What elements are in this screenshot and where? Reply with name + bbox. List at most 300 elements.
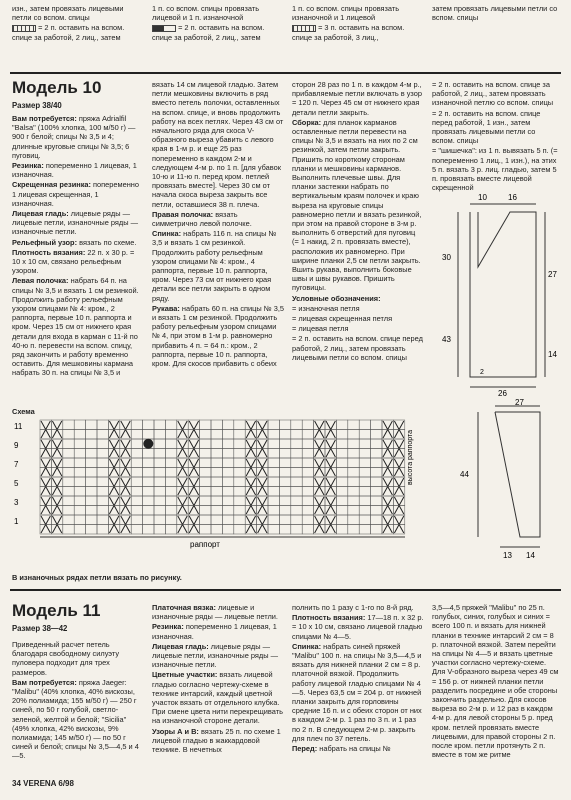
scheme-cell: [211, 468, 222, 478]
scheme-cell: [211, 506, 222, 516]
scheme-cell: [154, 515, 165, 525]
scheme-cell: [131, 468, 142, 478]
scheme-cell: [131, 525, 142, 535]
scheme-cell: [63, 439, 74, 449]
paragraph-text: попеременно 1 лицевая скрещенная, 1 изнаночная.: [12, 180, 139, 208]
scheme-cell: [371, 430, 382, 440]
scheme-cell: [268, 430, 279, 440]
scheme-cell: [97, 487, 108, 497]
m11-col-2: [152, 603, 284, 778]
scheme-cell: [86, 496, 97, 506]
paragraph: [152, 727, 284, 755]
scheme-cell: [291, 525, 302, 535]
paragraph: [152, 229, 284, 303]
scheme-cell: [359, 449, 370, 459]
model-11-title: Модель 11: [12, 601, 101, 620]
paragraph: [12, 678, 142, 761]
scheme-cell: [131, 487, 142, 497]
scheme-cell: [97, 496, 108, 506]
scheme-cell: [348, 458, 359, 468]
scheme-cell: [86, 515, 97, 525]
paragraph: [292, 80, 424, 117]
scheme-cell: [302, 515, 313, 525]
scheme-cell: [291, 458, 302, 468]
paragraph-text: 3,5—4,5 пряжей "Malibu" по 25 п. голубых, синих, голубых и синих = всего 100 п. и вязать для нижней планки в технике интарсий 2 см = 8 р. платочной вязкой. Затем перейти на спицы № 4—5 и вязать цветные участки согласно чертежу-схеме. Для V-образного выреза через 49 см = 156 р. от нижней планки петли разделить посредине и обе стороны закончить раздельно. Для скосов выреза во 2-м р. и 12 раз в каждом 4-м р. для левой стороны 5 р. пред кром. петлей провязать вместе лицевыми, для правой стороны 2 п. после кром. петли протянуть 2 п. вместе в том же ритме: [432, 603, 559, 760]
paragraph-heading: Скрещенная резинка:: [12, 180, 91, 190]
dim-top-2: 16: [508, 193, 517, 202]
scheme-cell: [222, 515, 233, 525]
scheme-cell: [165, 420, 176, 430]
scheme-cell: [291, 430, 302, 440]
scheme-cell: [302, 506, 313, 516]
paragraph-heading: Правая полочка:: [152, 209, 214, 219]
scheme-cell: [154, 430, 165, 440]
scheme-cell: [371, 449, 382, 459]
scheme-cell: [74, 496, 85, 506]
paragraph-text: = 2 п. оставить на вспом. спице за работой, 2 лиц., затем провязать изнаночной петлю со вспом. спицы: [432, 80, 554, 108]
scheme-cell: [222, 439, 233, 449]
paragraph-heading: Резинка:: [152, 622, 184, 632]
scheme-cell: [234, 430, 245, 440]
paragraph-heading: Перед:: [292, 744, 318, 754]
dim-small: 2: [480, 369, 484, 376]
scheme-cell: [154, 496, 165, 506]
height-label: высота раппорта: [407, 429, 414, 485]
scheme-cell: [279, 496, 290, 506]
scheme-cell: [302, 439, 313, 449]
scheme-row-number: 3: [14, 498, 19, 507]
scheme-cell: [211, 430, 222, 440]
scheme-cell: [222, 487, 233, 497]
m11-col-1: [12, 640, 142, 778]
scheme-cell: [222, 525, 233, 535]
scheme-cell: [165, 515, 176, 525]
scheme-cell: [143, 515, 154, 525]
scheme-cell: [348, 430, 359, 440]
scheme-cell: [200, 477, 211, 487]
paragraph-heading: Сборка:: [292, 117, 322, 127]
scheme-cell: [371, 468, 382, 478]
top-col-1: изн., затем провязать лицевыми петли со вспом. спицы = 2 п. оставить на вспом. спице за работой, 2 лиц., затем: [12, 4, 125, 42]
scheme-cell: [154, 525, 165, 535]
paragraph-text: набрать на спицы №: [317, 744, 391, 754]
scheme-cell: [74, 515, 85, 525]
scheme-cell: [154, 439, 165, 449]
scheme-cell: [336, 420, 347, 430]
scheme-cell: [222, 468, 233, 478]
paragraph: [152, 670, 284, 725]
paragraph: [152, 304, 284, 368]
scheme-cell: [234, 525, 245, 535]
scheme-cell: [200, 430, 211, 440]
m10-col-1: [12, 114, 142, 396]
scheme-cell: [200, 487, 211, 497]
scheme-cell: [154, 468, 165, 478]
scheme-cell: [86, 525, 97, 535]
paragraph-text: 22 п. x 30 р. = 10 x 10 см, связано рельефным узором.: [12, 247, 135, 276]
scheme-cell: [371, 496, 382, 506]
scheme-cell: [165, 468, 176, 478]
scheme-cell: [165, 430, 176, 440]
scheme-cell: [200, 525, 211, 535]
scheme-cell: [234, 439, 245, 449]
scheme-cell: [74, 430, 85, 440]
dim-left-1: 30: [442, 253, 451, 262]
scheme-cell: [371, 506, 382, 516]
scheme-cell: [63, 430, 74, 440]
scheme-cell: [359, 496, 370, 506]
scheme-cell: [371, 439, 382, 449]
scheme-cell: [336, 449, 347, 459]
paragraph-text: вязать симметрично левой полочке.: [152, 209, 252, 229]
front-back-diagram: [440, 182, 562, 397]
scheme-cell: [348, 439, 359, 449]
symbol-icon: [12, 25, 36, 32]
scheme-cell: [359, 477, 370, 487]
paragraph-text: вязать 14 см лицевой гладью. Затем петли мешковины включить в ряд вместо петель полочки, оставленных на вспом. спице, и вновь продолжить работу на всех петлях. Через 43 см от начального ряда для скоса V-образного выреза убавить с левого края в 1-м р. и еще 25 раз попеременно в каждом 2-м и следующем 4-м р. по 1 п. [для убавок 10-ю и 11-ю п. перед кром. петлей провязать вместе]. Через 30 см от начала скоса выреза закрыть все петли, оставшиеся 38 п. плеча.: [152, 80, 284, 209]
scheme-cell: [97, 430, 108, 440]
scheme-cell: [131, 439, 142, 449]
scheme-cell: [97, 458, 108, 468]
paragraph-heading: Рукава:: [152, 303, 180, 313]
paragraph: [292, 324, 424, 333]
scheme-cell: [371, 458, 382, 468]
scheme-cell: [359, 525, 370, 535]
scheme-cell: [291, 420, 302, 430]
scheme-cell: [97, 420, 108, 430]
paragraph-heading: Лицевая гладь:: [12, 209, 69, 219]
scheme-cell: [268, 449, 279, 459]
scheme-cell: [279, 439, 290, 449]
scheme-cell: [222, 449, 233, 459]
paragraph: [432, 109, 560, 146]
scheme-cell: [154, 458, 165, 468]
top-col-3: 1 п. со вспом. спицы провязать изнаночной и 1 лицевой = 3 п. оставить на вспом. спице за работой, 3 лиц.,: [292, 4, 405, 42]
scheme-cell: [165, 439, 176, 449]
scheme-cell: [200, 439, 211, 449]
paragraph-text: 17—18 п. x 32 р. = 10 x 10 см, связано лицевой гладью спицами № 4—5.: [292, 613, 424, 641]
paragraph-text: вязать 25 п. по схеме 1 лицевой гладью в жаккардовой технике. В нечетных: [152, 726, 281, 755]
paragraph-heading: Узоры А и В:: [152, 726, 199, 736]
scheme-cell: [200, 449, 211, 459]
scheme-cell: [86, 449, 97, 459]
paragraph-text: = лицевая петля: [292, 324, 349, 334]
scheme-cell: [336, 430, 347, 440]
scheme-cell: [336, 458, 347, 468]
scheme-cell: [143, 496, 154, 506]
scheme-cell: [222, 430, 233, 440]
scheme-cell: [200, 468, 211, 478]
scheme-cell: [211, 487, 222, 497]
scheme-cell: [97, 506, 108, 516]
scheme-cell: [302, 487, 313, 497]
scheme-cell: [97, 449, 108, 459]
scheme-cell: [154, 449, 165, 459]
paragraph: [152, 642, 284, 670]
scheme-cell: [222, 496, 233, 506]
scheme-cell: [86, 458, 97, 468]
scheme-cell: [200, 496, 211, 506]
dim-top-1: 10: [478, 193, 487, 202]
paragraph: [152, 210, 284, 228]
scheme-cell: [279, 449, 290, 459]
paragraph-heading: Цветные участки:: [152, 670, 218, 680]
m11-col-3: [292, 603, 424, 778]
scheme-cell: [86, 439, 97, 449]
paragraph-text: лицевые ряды — лицевые петли, изнаночные ряды — изнаночные петли.: [12, 209, 138, 237]
page-footer: 34 VERENA 6/98: [12, 779, 74, 788]
scheme-cell: [131, 449, 142, 459]
scheme-cell: [97, 477, 108, 487]
paragraph: [12, 161, 142, 179]
paragraph: [152, 603, 284, 621]
sleeve-bottom-2: 14: [526, 551, 535, 560]
scheme-cell: [63, 525, 74, 535]
scheme-row-number: 5: [14, 479, 19, 488]
scheme-cell: [86, 430, 97, 440]
scheme-cell: [63, 496, 74, 506]
paragraph: [432, 603, 560, 759]
paragraph-heading: Плотность вязания:: [12, 247, 86, 257]
scheme-cell: [268, 487, 279, 497]
scheme-cell: [234, 506, 245, 516]
scheme-cell: [165, 487, 176, 497]
scheme-cell: [63, 487, 74, 497]
scheme-cell: [302, 496, 313, 506]
scheme-cell: [131, 477, 142, 487]
dim-right-1: 27: [548, 270, 557, 279]
dim-left-2: 43: [442, 335, 451, 344]
scheme-cell: [143, 458, 154, 468]
scheme-cell: [291, 487, 302, 497]
paragraph: [12, 209, 142, 237]
paragraph: [12, 114, 142, 160]
scheme-cell: [143, 506, 154, 516]
scheme-cell: [291, 468, 302, 478]
scheme-cell: [302, 420, 313, 430]
scheme-cell: [97, 439, 108, 449]
paragraph-text: = лицевая скрещенная петля: [292, 314, 393, 324]
scheme-row-number: 11: [14, 422, 23, 431]
paragraph-heading: Лицевая гладь:: [152, 641, 209, 651]
scheme-cell: [302, 525, 313, 535]
paragraph: [292, 314, 424, 323]
scheme-cell: [291, 439, 302, 449]
paragraph-heading: Условные обозначения:: [292, 293, 381, 303]
scheme-cell: [211, 496, 222, 506]
scheme-cell: [336, 496, 347, 506]
scheme-cell: [234, 487, 245, 497]
scheme-row-number: 1: [14, 517, 19, 526]
paragraph: [12, 640, 142, 677]
scheme-cell: [131, 506, 142, 516]
scheme-cell: [131, 420, 142, 430]
scheme-cell: [200, 506, 211, 516]
paragraph-heading: Спинка:: [292, 641, 322, 651]
scheme-cell: [222, 506, 233, 516]
scheme-title: Схема: [12, 407, 35, 416]
symbol-icon: [292, 25, 316, 32]
section-divider: [10, 72, 561, 74]
bobble-icon: [143, 439, 153, 449]
scheme-cell: [291, 506, 302, 516]
scheme-cell: [268, 506, 279, 516]
scheme-cell: [234, 515, 245, 525]
scheme-cell: [97, 468, 108, 478]
paragraph: [12, 180, 142, 208]
dim-right-2: 14: [548, 350, 557, 359]
scheme-cell: [97, 525, 108, 535]
scheme-cell: [200, 458, 211, 468]
scheme-cell: [371, 477, 382, 487]
scheme-cell: [165, 525, 176, 535]
scheme-cell: [279, 420, 290, 430]
sleeve-bottom-1: 13: [503, 551, 512, 560]
paragraph-text: попеременно 1 лицевая, 1 изнаночная.: [12, 161, 137, 180]
scheme-cell: [131, 496, 142, 506]
scheme-cell: [86, 487, 97, 497]
paragraph: [292, 334, 424, 362]
scheme-cell: [143, 449, 154, 459]
scheme-cell: [268, 496, 279, 506]
scheme-cell: [348, 420, 359, 430]
paragraph-text: = изнаночная петля: [292, 303, 360, 313]
scheme-cell: [268, 439, 279, 449]
paragraph-text: попеременно 1 лицевая, 1 изнаночная.: [152, 622, 277, 641]
paragraph-text: набрать 116 п. на спицы № 3,5 и вязать 1 см резинкой. Продолжить работу рельефным узором спицами № 4: кром., 4 раппорта, первые 10 п. раппорта, кром. Через 73 см от нижнего края детали все петли закрыть в одном ряду.: [152, 229, 277, 303]
scheme-cell: [211, 525, 222, 535]
scheme-cell: [97, 515, 108, 525]
scheme-cell: [211, 449, 222, 459]
scheme-cell: [211, 420, 222, 430]
paragraph-text: лицевые ряды — лицевые петли, изнаночные ряды — изнаночные петли.: [152, 641, 278, 670]
scheme-cell: [165, 449, 176, 459]
paragraph: [12, 248, 142, 276]
scheme-cell: [348, 515, 359, 525]
scheme-cell: [371, 525, 382, 535]
scheme-cell: [63, 477, 74, 487]
dim-bottom: 26: [498, 389, 507, 398]
section-divider: [10, 589, 561, 591]
scheme-cell: [211, 439, 222, 449]
scheme-cell: [291, 496, 302, 506]
scheme-cell: [291, 449, 302, 459]
scheme-cell: [234, 477, 245, 487]
scheme-cell: [74, 468, 85, 478]
paragraph: [152, 622, 284, 640]
scheme-cell: [74, 449, 85, 459]
scheme-cell: [86, 506, 97, 516]
scheme-cell: [348, 506, 359, 516]
scheme-cell: [222, 458, 233, 468]
scheme-cell: [279, 477, 290, 487]
scheme-cell: [268, 477, 279, 487]
scheme-cell: [63, 449, 74, 459]
paragraph-heading: Спинка:: [152, 229, 182, 239]
scheme-cell: [165, 477, 176, 487]
scheme-cell: [371, 515, 382, 525]
scheme-cell: [165, 496, 176, 506]
scheme-cell: [211, 477, 222, 487]
paragraph: [292, 118, 424, 293]
paragraph: [152, 80, 284, 209]
scheme-cell: [336, 506, 347, 516]
paragraph: [292, 294, 424, 303]
scheme-cell: [371, 420, 382, 430]
paragraph-heading: Резинка:: [12, 161, 44, 171]
scheme-cell: [154, 487, 165, 497]
scheme-cell: [336, 468, 347, 478]
paragraph-heading: Плотность вязания:: [292, 613, 366, 623]
scheme-cell: [268, 525, 279, 535]
scheme-cell: [234, 496, 245, 506]
paragraph-text: набрать 60 п. на спицы № 3,5 и вязать 1 см резинкой. Продолжить работу рельефным узором спицами № 4, при этом в 1-м р. равномерно прибавить 4 п. = 64 п.: кром., 2 раппорта, первые 10 п. раппорта, кром. Для скосов прибавить с обеих: [152, 303, 285, 369]
scheme-cell: [279, 468, 290, 478]
scheme-cell: [74, 439, 85, 449]
paragraph-text: = 2 п. оставить на вспом. спице перед работой, 1 изн., затем провязать лицевыми петли со вспом. спицы: [432, 108, 541, 146]
scheme-cell: [336, 525, 347, 535]
paragraph: [292, 642, 424, 743]
paragraph: [432, 80, 560, 108]
rapport-label: раппорт: [190, 540, 220, 549]
paragraph-text: пряжа Adrialfil "Balsa" (100% хлопка, 100 м/50 г) — 900 г белой; спицы № 3,5 и 4; длинные круговые спицы № 3,5; 6 пуговиц.: [12, 114, 136, 160]
scheme-cell: [302, 458, 313, 468]
scheme-cell: [348, 525, 359, 535]
scheme-cell: [63, 468, 74, 478]
scheme-cell: [279, 430, 290, 440]
scheme-cell: [222, 420, 233, 430]
scheme-cell: [336, 515, 347, 525]
scheme-cell: [165, 506, 176, 516]
paragraph: [12, 238, 142, 247]
scheme-cell: [302, 477, 313, 487]
scheme-cell: [74, 477, 85, 487]
scheme-cell: [143, 477, 154, 487]
scheme-cell: [234, 420, 245, 430]
scheme-cell: [348, 496, 359, 506]
scheme-cell: [268, 420, 279, 430]
paragraph-text: лицевые и изнаночные ряды — лицевые петли.: [152, 603, 278, 622]
scheme-cell: [143, 468, 154, 478]
scheme-cell: [279, 487, 290, 497]
scheme-cell: [359, 487, 370, 497]
paragraph: [292, 744, 424, 753]
scheme-cell: [211, 458, 222, 468]
scheme-cell: [234, 449, 245, 459]
sleeve-diagram: [440, 398, 562, 562]
scheme-cell: [222, 477, 233, 487]
scheme-cell: [131, 458, 142, 468]
paragraph-text: = "шишечка": из 1 п. вывязать 5 п. (= попеременно 1 лиц., 1 изн.), на этих 5 п. вязать 3 р. лиц. гладью, затем 5 п. провязать вместе лицевой скрещенной: [432, 146, 558, 193]
scheme-cell: [359, 458, 370, 468]
scheme-cell: [63, 506, 74, 516]
m11-col-4: [432, 603, 560, 778]
model-10-title: Модель 10: [12, 78, 102, 97]
m10-col-2: [152, 80, 284, 398]
paragraph-text: = 2 п. оставить на вспом. спице перед работой, 2 лиц., затем провязать лицевыми петли со вспом. спицы: [292, 334, 423, 362]
scheme-cell: [302, 430, 313, 440]
scheme-cell: [234, 458, 245, 468]
paragraph-heading: Платочная вязка:: [152, 603, 216, 612]
scheme-cell: [74, 458, 85, 468]
paragraph-text: пряжа Jaeger: "Malibu" (40% хлопка, 40% вискозы, 20% полиамида; 155 м/50 г) — 250 г синей, по 50 г голубой, светло-зеленой, желтой и белой; "Sicilia" (49% хлопка, 42% вискозы, 9% полиамида; 145 м/50 г) — по 50 г синей и белой; спицы № 3,5—4,5 и 4—5.: [12, 677, 139, 761]
paragraph: [292, 613, 424, 641]
scheme-note: В изнаночных рядах петли вязать по рисунку.: [12, 573, 182, 582]
scheme-cell: [165, 458, 176, 468]
scheme-cell: [268, 468, 279, 478]
scheme-cell: [279, 458, 290, 468]
scheme-cell: [359, 506, 370, 516]
